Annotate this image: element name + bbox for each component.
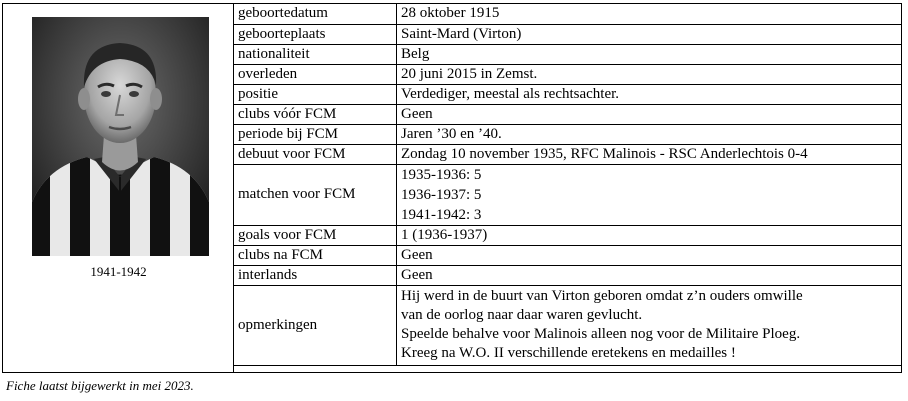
player-photo bbox=[32, 17, 209, 256]
row-label: geboortedatum bbox=[234, 4, 397, 24]
row-label: goals voor FCM bbox=[234, 225, 397, 245]
row-label: clubs na FCM bbox=[234, 245, 397, 265]
row-value: Verdediger, meestal als rechtsachter. bbox=[397, 84, 902, 104]
table-row bbox=[234, 285, 901, 365]
row-value: 1 (1936-1937) bbox=[397, 225, 902, 245]
table-row bbox=[234, 245, 901, 265]
row-label: geboorteplaats bbox=[234, 24, 397, 44]
footnote: Fiche laatst bijgewerkt in mei 2023. bbox=[6, 378, 194, 393]
row-label: overleden bbox=[234, 64, 397, 84]
row-label: positie bbox=[234, 84, 397, 104]
table-row bbox=[234, 24, 901, 44]
row-label: matchen voor FCM bbox=[234, 164, 397, 225]
row-value: Hij werd in de buurt van Virton geboren omdat z’n ouders omwille van de oorlog naar daar waren gevlucht. Speelde behalve voor Malinois alleen nog voor de Militaire Ploeg. Kreeg na W.O. II verschillende eretekens en medailles ! bbox=[397, 285, 902, 365]
table-row bbox=[234, 144, 901, 164]
table-row bbox=[234, 64, 901, 84]
row-value: 1935-1936: 5 1936-1937: 5 1941-1942: 3 bbox=[397, 164, 902, 225]
table-row bbox=[234, 265, 901, 285]
row-value: Saint-Mard (Virton) bbox=[397, 24, 902, 44]
player-fiche bbox=[2, 3, 902, 373]
table-row bbox=[234, 44, 901, 64]
table-row bbox=[234, 225, 901, 245]
table-row bbox=[234, 104, 901, 124]
row-value: Jaren ’30 en ’40. bbox=[397, 124, 902, 144]
row-label: periode bij FCM bbox=[234, 124, 397, 144]
row-value: Belg bbox=[397, 44, 902, 64]
photo-caption: 1941-1942 bbox=[90, 264, 147, 279]
row-label: debuut voor FCM bbox=[234, 144, 397, 164]
table-row bbox=[234, 4, 901, 24]
player-portrait-image bbox=[32, 17, 209, 256]
row-value: Geen bbox=[397, 265, 902, 285]
row-label: opmerkingen bbox=[234, 285, 397, 365]
table-row bbox=[234, 164, 901, 225]
row-value: 20 juni 2015 in Zemst. bbox=[397, 64, 902, 84]
table-row bbox=[234, 84, 901, 104]
row-value: Geen bbox=[397, 245, 902, 265]
row-value: Geen bbox=[397, 104, 902, 124]
photo-cell bbox=[3, 4, 234, 372]
table-row bbox=[234, 124, 901, 144]
row-label: nationaliteit bbox=[234, 44, 397, 64]
row-label: interlands bbox=[234, 265, 397, 285]
row-value: Zondag 10 november 1935, RFC Malinois - RSC Anderlechtois 0-4 bbox=[397, 144, 902, 164]
row-value: 28 oktober 1915 bbox=[397, 4, 902, 24]
row-label: clubs vóór FCM bbox=[234, 104, 397, 124]
player-info-table bbox=[234, 4, 901, 366]
